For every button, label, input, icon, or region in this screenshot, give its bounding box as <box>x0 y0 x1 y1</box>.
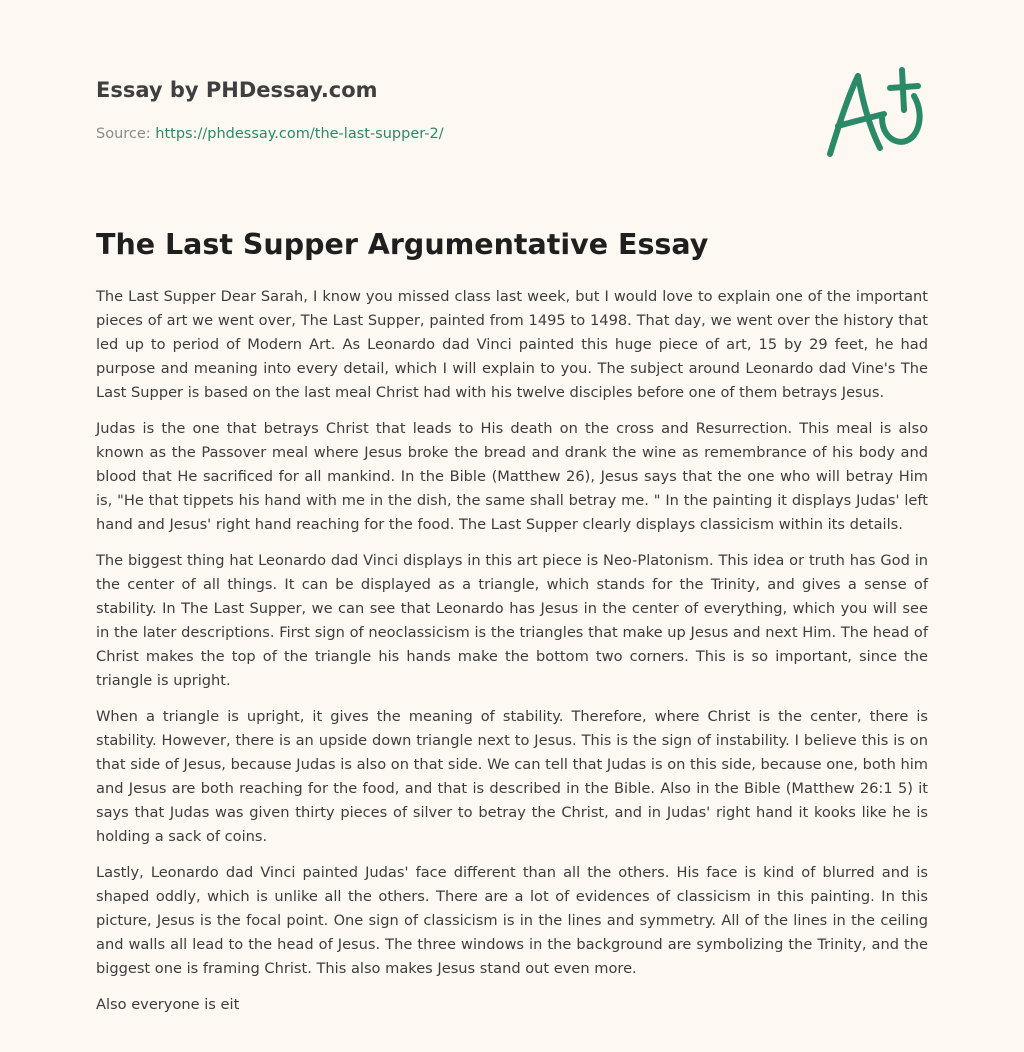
essay-title: The Last Supper Argumentative Essay <box>96 228 709 261</box>
brand-name: Essay by PHDessay.com <box>96 78 378 102</box>
essay-paragraph: Judas is the one that betrays Christ that leads to His death on the cross and Resurrection. This meal is also known as the Passover meal where Jesus broke the bread and drank the wine as remembrance of his body and blood that He sacrificed for all mankind. In the Bible (Matthew 26), Jesus says that the one who will betray Him is, "He that tippets his hand with me in the dish, the same shall betray me. " In the painting it displays Judas' left hand and Jesus' right hand reaching for the food. The Last Supper clearly displays classicism within its details. <box>96 420 928 533</box>
essay-paragraph: The biggest thing hat Leonardo dad Vinci displays in this art piece is Neo-Platonism. This idea or truth has God in the center of all things. It can be displayed as a triangle, which stands for the Trinity, and gives a sense of stability. In The Last Supper, we can see that Leonardo has Jesus in the center of everything, which you will see in the later descriptions. First sign of neoclassicism is the triangles that make up Jesus and next Him. The head of Christ makes the top of the triangle his hands make the bottom two corners. This is so important, since the triangle is upright. <box>96 552 928 689</box>
essay-paragraph: The Last Supper Dear Sarah, I know you missed class last week, but I would love to explain one of the important pieces of art we went over, The Last Supper, painted from 1495 to 1498. That day, we went over the history that led up to period of Modern Art. As Leonardo dad Vinci painted this huge piece of art, 15 by 29 feet, he had purpose and meaning into every detail, which I will explain to you. The subject around Leonardo dad Vine's The Last Supper is based on the last meal Christ had with his twelve disciples before one of them betrays Jesus. <box>96 288 928 401</box>
source-line <box>96 124 444 144</box>
essay-body <box>96 285 928 1029</box>
source-link[interactable]: https://phdessay.com/the-last-supper-2/ <box>155 126 444 142</box>
essay-paragraph: When a triangle is upright, it gives the meaning of stability. Therefore, where Christ is the center, there is stability. However, there is an upside down triangle next to Jesus. This is the sign of instability. I believe this is on that side of Jesus, because Judas is also on that side. We can tell that Judas is on this side, because one, both him and Jesus are both reaching for the food, and that is described in the Bible. Also in the Bible (Matthew 26:1 5) it says that Judas was given thirty pieces of silver to betray the Christ, and in Judas' right hand it kooks like he is holding a sack of coins. <box>96 708 928 845</box>
source-label: Source: <box>96 126 151 142</box>
page-header <box>96 76 928 176</box>
essay-paragraph: Also everyone is eit <box>96 996 240 1013</box>
essay-paragraph: Lastly, Leonardo dad Vinci painted Judas' face different than all the others. His face is kind of blurred and is shaped oddly, which is unlike all the others. There are a lot of evidences of classicism in this painting. In this picture, Jesus is the focal point. One sign of classicism is in the lines and symmetry. All of the lines in the ceiling and walls all lead to the head of Jesus. The three windows in the background are symbolizing the Trinity, and the biggest one is framing Christ. This also makes Jesus stand out even more. <box>96 864 928 977</box>
a-plus-grade-icon <box>824 66 928 162</box>
